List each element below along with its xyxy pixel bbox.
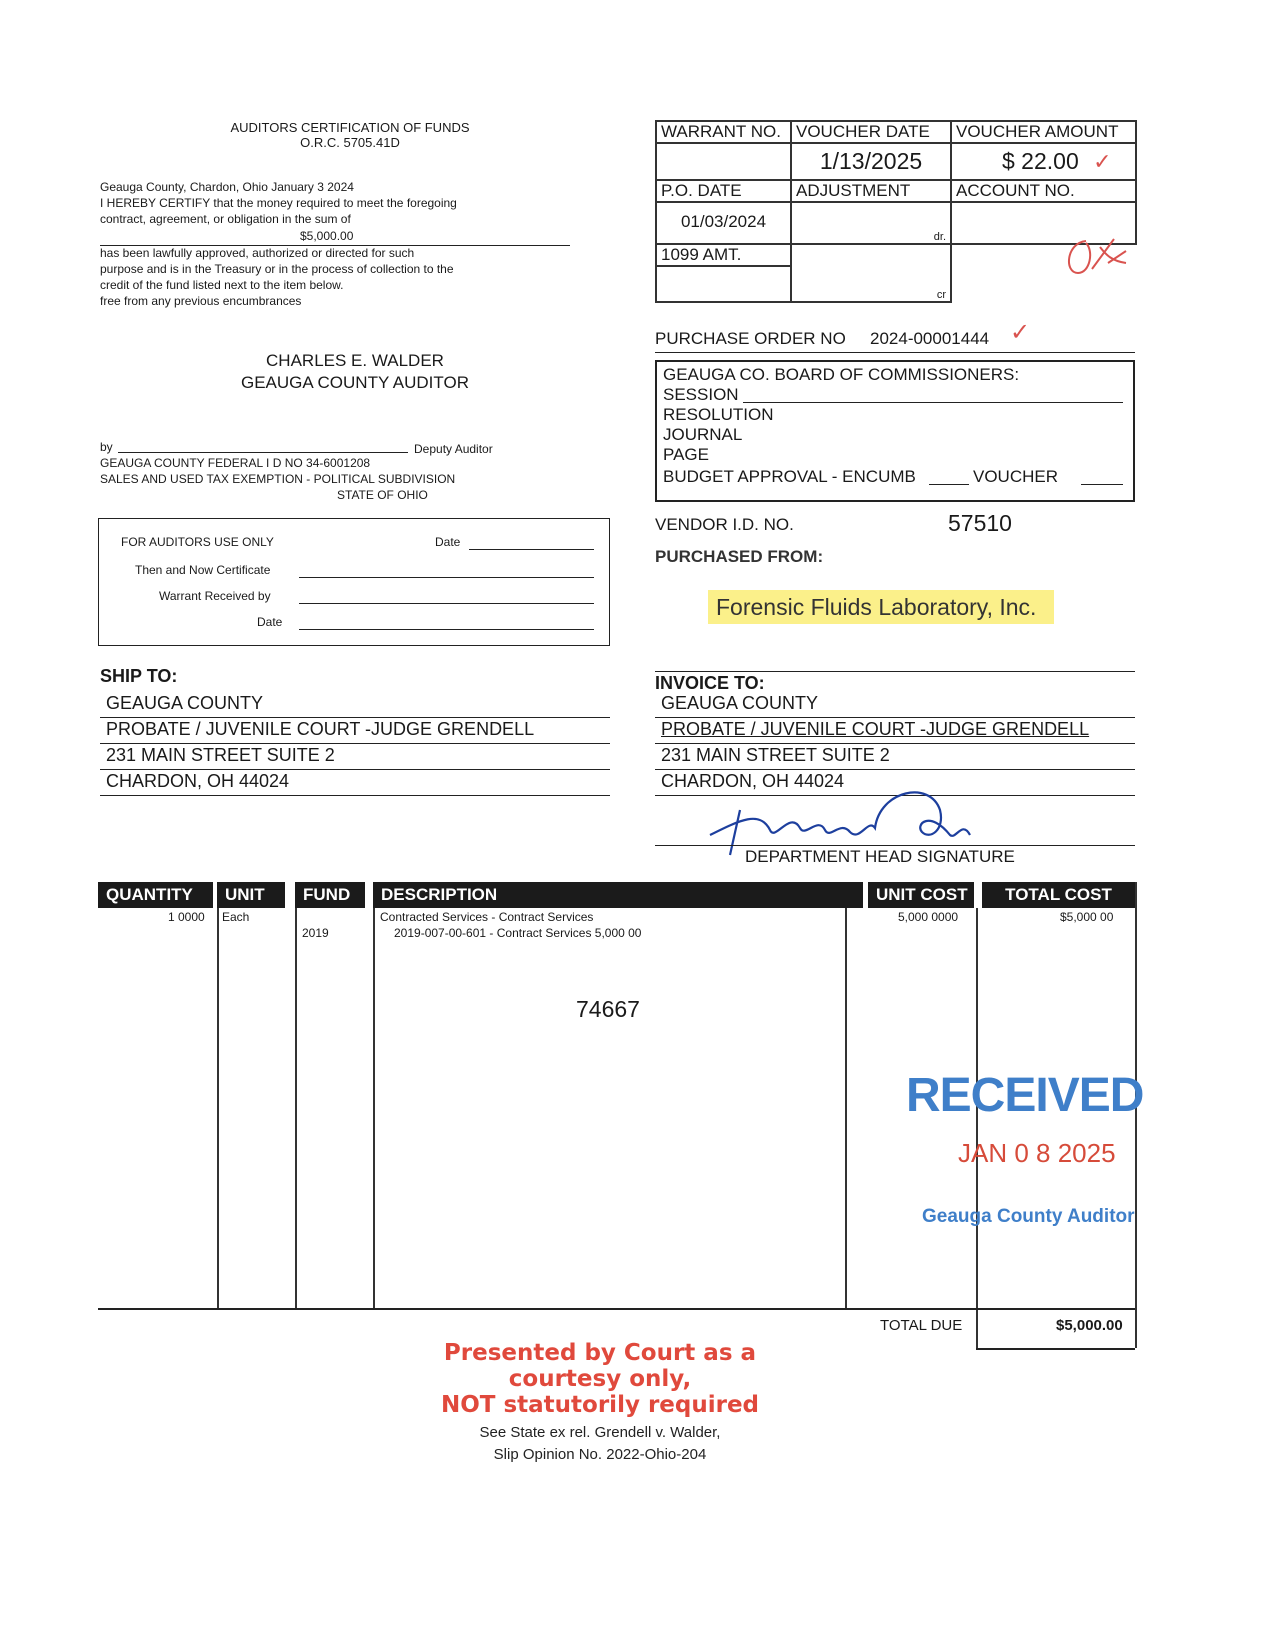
citation-line1: See State ex rel. Grendell v. Walder, xyxy=(479,1424,721,1441)
certification-text-2: contract, agreement, or obligation in the sum of xyxy=(100,212,351,226)
courtesy-line2: courtesy only, xyxy=(508,1366,692,1392)
voucher-amount-cell xyxy=(951,143,1136,180)
auditors-use-date-label: Date xyxy=(435,535,461,549)
row-unit-cost: 5,000 0000 xyxy=(898,910,959,924)
commissioners-title: GEAUGA CO. BOARD OF COMMISSIONERS: xyxy=(663,365,1020,384)
row-fund: 2019 xyxy=(302,926,329,940)
certification-text-1: I HEREBY CERTIFY that the money required to meet the foregoing xyxy=(100,196,457,210)
auditors-use-title: FOR AUDITORS USE ONLY xyxy=(121,535,274,549)
certification-body-2: purpose and is in the Treasury or in the process of collection to the xyxy=(100,262,454,276)
ship-to-line1: GEAUGA COUNTY xyxy=(106,693,264,713)
header-quantity: QUANTITY xyxy=(98,882,213,908)
page-label: PAGE xyxy=(663,445,709,464)
account-scribble xyxy=(951,244,1136,302)
deputy-auditor-label: Deputy Auditor xyxy=(414,442,493,456)
courtesy-line1: Presented by Court as a xyxy=(443,1340,757,1366)
account-no-label: ACCOUNT NO. xyxy=(951,180,1136,202)
received-stamp-org: Geauga County Auditor xyxy=(922,1206,1135,1227)
po-check-mark-icon: ✓ xyxy=(1010,319,1031,346)
header-unit: UNIT xyxy=(217,882,285,908)
row-description-1: Contracted Services - Contract Services xyxy=(380,910,594,924)
certification-body-4: free from any previous encumbrances xyxy=(100,294,302,308)
received-stamp-word: RECEIVED xyxy=(906,1069,1144,1122)
handwritten-number: 74667 xyxy=(576,996,640,1022)
warrant-no-value xyxy=(656,143,791,180)
vendor-id: 57510 xyxy=(948,510,1012,536)
tax-exemption: SALES AND USED TAX EXEMPTION - POLITICAL SUBDIVISION xyxy=(100,472,456,486)
ship-to-line2: PROBATE / JUVENILE COURT -JUDGE GRENDELL xyxy=(106,719,535,739)
by-label: by xyxy=(100,440,113,454)
vendor-name: Forensic Fluids Laboratory, Inc. xyxy=(708,590,1054,624)
total-due-value: $5,000.00 xyxy=(1056,1317,1123,1334)
certification-orc: O.R.C. 5705.41D xyxy=(300,135,400,150)
auditors-use-box xyxy=(98,518,610,646)
header-description: DESCRIPTION xyxy=(373,882,863,908)
certification-title: AUDITORS CERTIFICATION OF FUNDS xyxy=(230,120,470,135)
voucher-table xyxy=(655,120,1137,303)
po-date: 01/03/2024 xyxy=(656,202,791,244)
invoice-to-line2: PROBATE / JUVENILE COURT -JUDGE GRENDELL xyxy=(661,719,1090,739)
row-unit: Each xyxy=(222,910,250,924)
row-description-2: 2019-007-00-601 - Contract Services 5,000 00 xyxy=(394,926,642,940)
certified-sum: $5,000.00 xyxy=(300,229,354,243)
total-due-label: TOTAL DUE xyxy=(880,1317,963,1334)
invoice-to-line4: CHARDON, OH 44024 xyxy=(661,771,845,791)
ship-to-line3: 231 MAIN STREET SUITE 2 xyxy=(106,745,335,765)
then-now-label: Then and Now Certificate xyxy=(135,563,271,577)
purchase-order-number: 2024-00001444 xyxy=(870,329,990,348)
voucher-date: 1/13/2025 xyxy=(791,143,951,180)
warrant-received-label: Warrant Received by xyxy=(159,589,271,603)
purchase-order-label: PURCHASE ORDER NO xyxy=(655,329,846,348)
row-total-cost: $5,000 00 xyxy=(1060,910,1114,924)
header-unit-cost: UNIT COST xyxy=(868,882,974,908)
commissioners-box xyxy=(655,360,1135,502)
voucher-label: VOUCHER xyxy=(973,467,1059,486)
voucher-amount-label: VOUCHER AMOUNT xyxy=(951,121,1136,143)
federal-id: GEAUGA COUNTY FEDERAL I D NO 34-6001208 xyxy=(100,456,371,470)
auditor-title: GEAUGA COUNTY AUDITOR xyxy=(241,373,469,392)
courtesy-line3: NOT statutorily required xyxy=(440,1392,760,1418)
invoice-to-line3: 231 MAIN STREET SUITE 2 xyxy=(661,745,890,765)
amt-1099-label: 1099 AMT. xyxy=(656,244,791,266)
dr-label: dr. xyxy=(791,202,951,244)
resolution-label: RESOLUTION xyxy=(663,405,774,424)
check-mark-icon: ✓ xyxy=(1093,149,1112,174)
voucher-date-label: VOUCHER DATE xyxy=(791,121,951,143)
ship-to-label: SHIP TO: xyxy=(100,666,178,686)
warrant-no-label: WARRANT NO. xyxy=(656,121,791,143)
header-total-cost: TOTAL COST xyxy=(982,882,1135,908)
adjustment-label: ADJUSTMENT xyxy=(791,180,951,202)
ship-to-line4: CHARDON, OH 44024 xyxy=(106,771,290,791)
courtesy-note xyxy=(400,1340,800,1418)
citation-line2: Slip Opinion No. 2022-Ohio-204 xyxy=(493,1446,707,1463)
cr-label: cr xyxy=(791,244,951,302)
invoice-to-line1: GEAUGA COUNTY xyxy=(661,693,819,713)
po-date-label: P.O. DATE xyxy=(656,180,791,202)
vendor-id-label: VENDOR I.D. NO. xyxy=(655,515,794,534)
certification-body-1: has been lawfully approved, authorized or directed for such xyxy=(100,246,415,260)
header-fund: FUND xyxy=(295,882,365,908)
received-stamp-date: JAN 0 8 2025 xyxy=(958,1138,1116,1168)
certification-body-3: credit of the fund listed next to the item below. xyxy=(100,278,344,292)
auditors-use-date-label-2: Date xyxy=(257,615,283,629)
journal-label: JOURNAL xyxy=(663,425,743,444)
row-quantity: 1 0000 xyxy=(168,910,205,924)
state-label: STATE OF OHIO xyxy=(337,488,428,502)
session-label: SESSION xyxy=(663,385,739,404)
voucher-amount: $ 22.00 xyxy=(1002,148,1079,174)
amt-1099-value xyxy=(656,266,791,302)
auditor-name: CHARLES E. WALDER xyxy=(266,351,444,370)
initials-scribble-icon xyxy=(1056,233,1136,283)
budget-approval-label: BUDGET APPROVAL - ENCUMB xyxy=(663,467,916,486)
invoice-to-label: INVOICE TO: xyxy=(655,673,765,693)
signature-label: DEPARTMENT HEAD SIGNATURE xyxy=(745,847,1015,866)
certification-location-date: Geauga County, Chardon, Ohio January 3 2024 xyxy=(100,180,354,194)
courtesy-citation xyxy=(400,1422,800,1466)
purchased-from-label: PURCHASED FROM: xyxy=(655,547,824,566)
